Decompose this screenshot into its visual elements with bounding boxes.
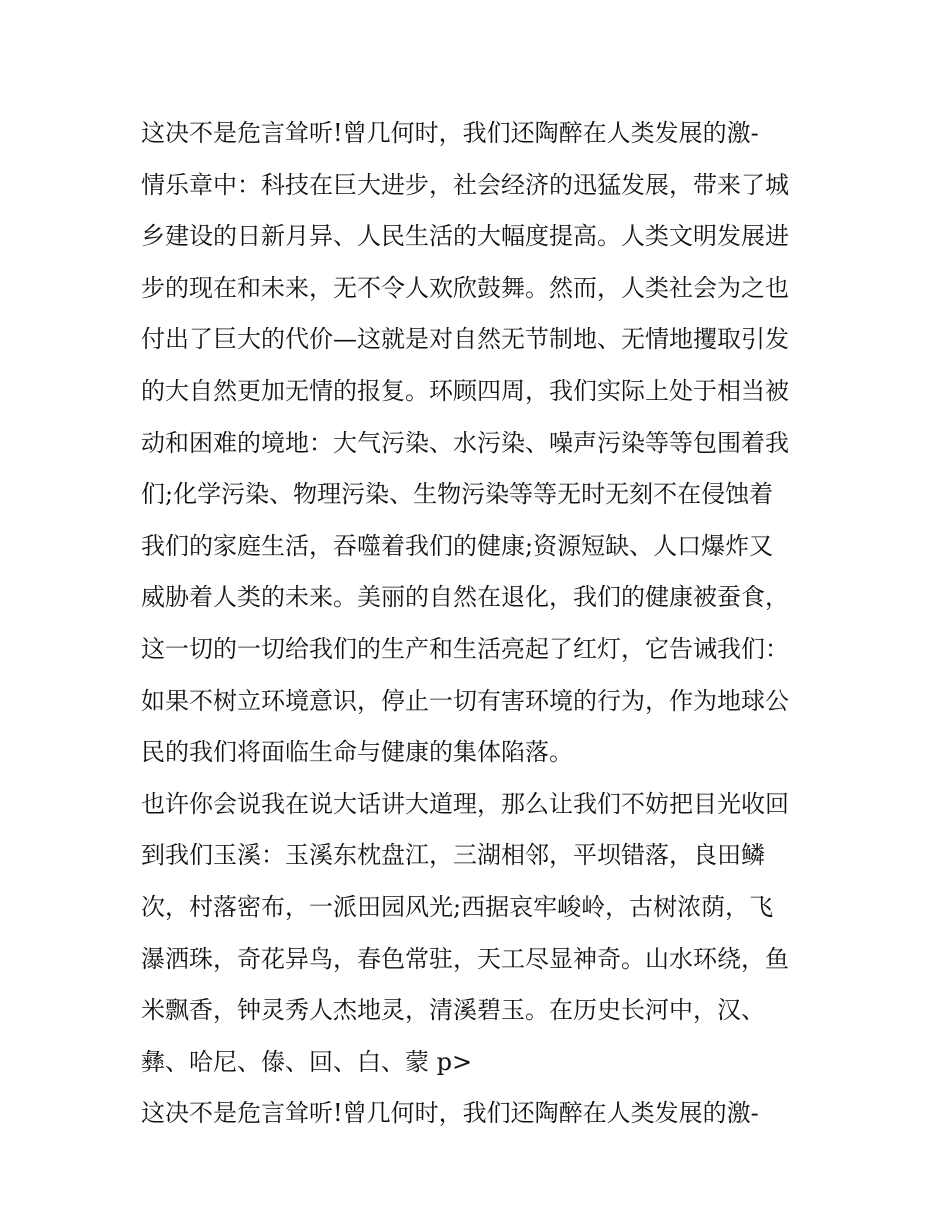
text-line-14: 也许你会说我在说大话讲大道理，那么让我们不妨把目光收回 bbox=[141, 789, 789, 818]
text-line-7: 动和困难的境地：大气污染、水污染、噪声污染等等包围着我 bbox=[141, 428, 789, 457]
text-line-19: 彝、哈尼、傣、回、白、蒙 p> bbox=[141, 1047, 473, 1076]
text-line-16: 次，村落密布，一派田园风光;西据哀牢峻岭，古树浓荫，飞 bbox=[141, 892, 774, 921]
body-text bbox=[141, 108, 821, 1140]
text-line-17: 瀑洒珠，奇花异鸟，春色常驻，天工尽显神奇。山水环绕，鱼 bbox=[141, 944, 789, 973]
text-line-2: 情乐章中：科技在巨大进步，社会经济的迅猛发展，带来了城 bbox=[141, 170, 789, 199]
text-line-4: 步的现在和未来，无不令人欢欣鼓舞。然而，人类社会为之也 bbox=[141, 273, 789, 302]
text-line-5: 付出了巨大的代价—这就是对自然无节制地、无情地攫取引发 bbox=[141, 325, 789, 354]
text-line-12: 如果不树立环境意识，停止一切有害环境的行为，作为地球公 bbox=[141, 686, 789, 715]
text-line-10: 威胁着人类的未来。美丽的自然在退化，我们的健康被蚕食， bbox=[141, 583, 789, 612]
text-line-18: 米飘香，钟灵秀人杰地灵，清溪碧玉。在历史长河中，汉、 bbox=[141, 996, 765, 1025]
text-line-15: 到我们玉溪：玉溪东枕盘江，三湖相邻，平坝错落，良田鳞 bbox=[141, 841, 765, 870]
text-line-3: 乡建设的日新月异、人民生活的大幅度提高。人类文明发展进 bbox=[141, 222, 789, 251]
text-line-8: 们;化学污染、物理污染、生物污染等等无时无刻不在侵蚀着 bbox=[141, 480, 774, 509]
text-line-9: 我们的家庭生活，吞噬着我们的健康;资源短缺、人口爆炸又 bbox=[141, 531, 774, 560]
text-line-20: 这决不是危言耸听!曾几何时，我们还陶醉在人类发展的激- bbox=[141, 1099, 759, 1128]
text-line-13: 民的我们将面临生命与健康的集体陷落。 bbox=[141, 738, 573, 767]
text-line-1: 这决不是危言耸听!曾几何时，我们还陶醉在人类发展的激- bbox=[141, 119, 759, 147]
text-line-11: 这一切的一切给我们的生产和生活亮起了红灯，它告诫我们： bbox=[141, 634, 789, 663]
text-line-6: 的大自然更加无情的报复。环顾四周，我们实际上处于相当被 bbox=[141, 376, 789, 405]
